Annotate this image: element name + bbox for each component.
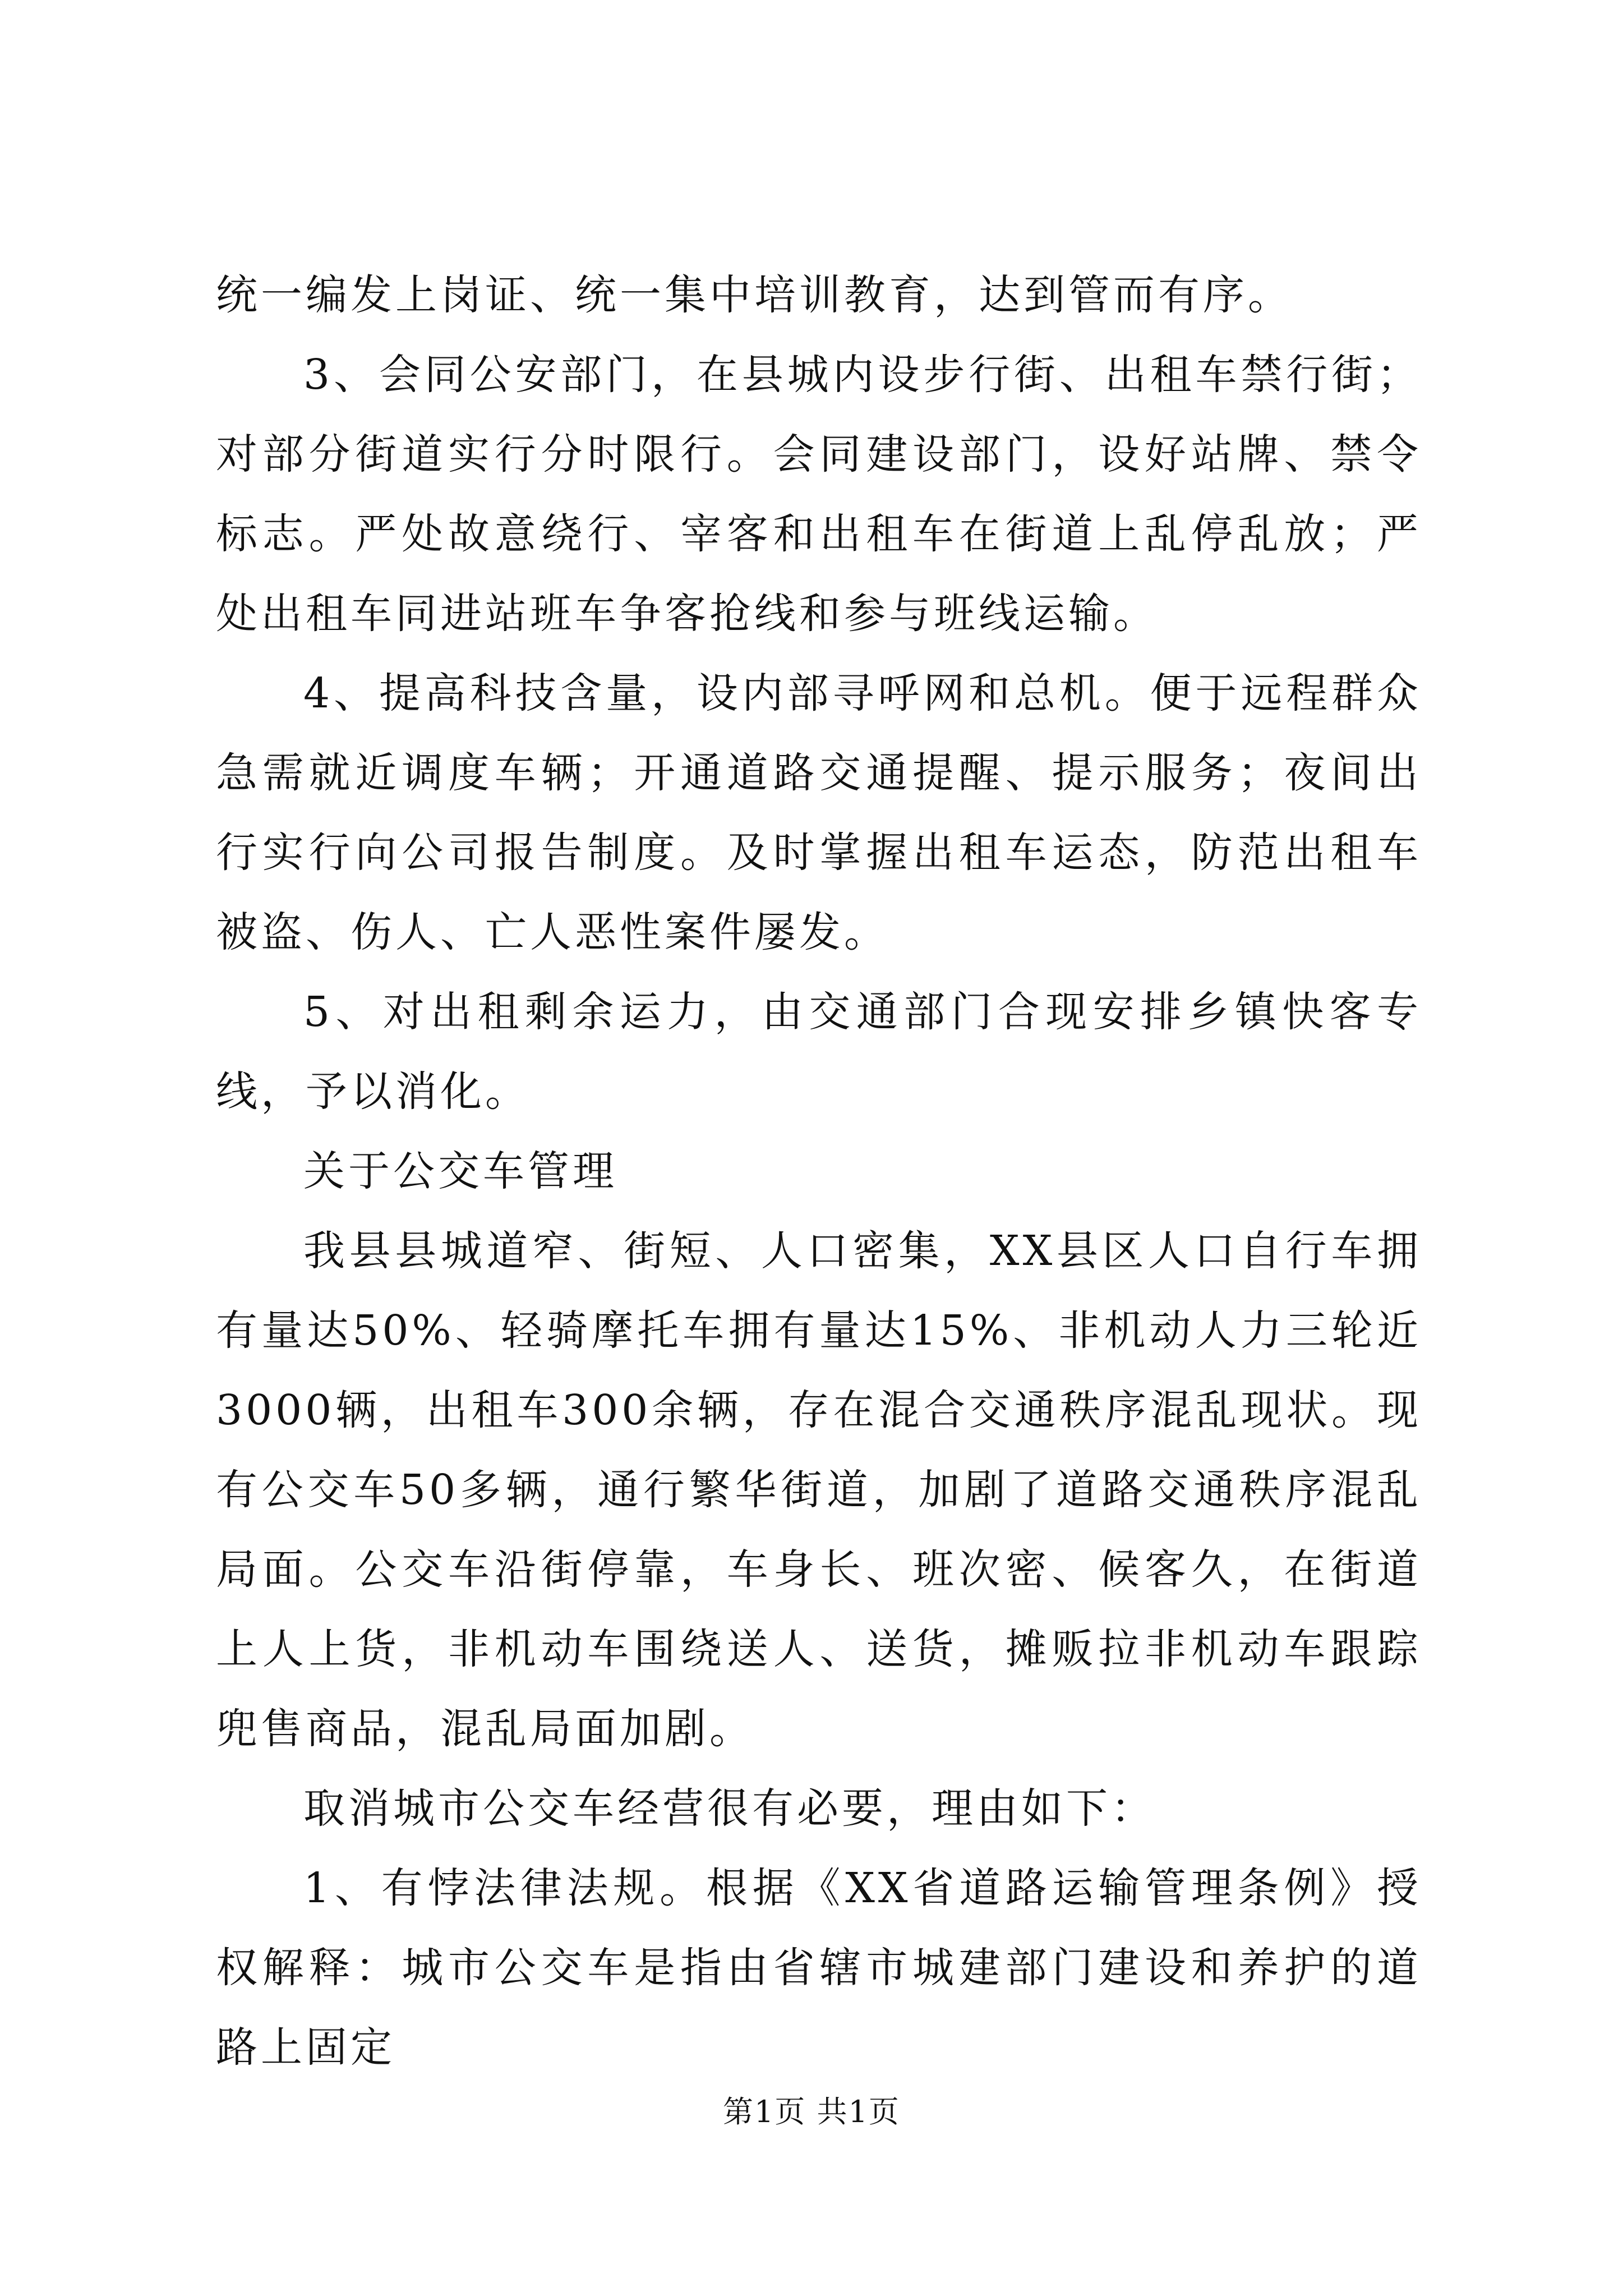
page-number-label: 第1页 共1页: [723, 2094, 900, 2129]
paragraph-bus-situation: 我县县城道窄、街短、人口密集，XX县区人口自行车拥有量达50%、轻骑摩托车拥有量达15%、非机动人力三轮近3000辆，出租车300余辆，存在混合交通秩序混乱现状。现有公交车50多辆，通行繁华街道，加剧了道路交通秩序混乱局面。公交车沿街停靠，车身长、班次密、候客久，在街道上人上货，非机动车围绕送人、送货，摊贩拉非机动车跟踪兜售商品，混乱局面加剧。: [216, 1227, 1422, 1753]
paragraph-reason-1: 1、有悖法律法规。根据《XX省道路运输管理条例》授权解释：城市公交车是指由省辖市城建部门建设和养护的道路上固定: [216, 1864, 1422, 2072]
paragraph-reasons-intro: 取消城市公交车经营很有必要，理由如下：: [303, 1784, 1156, 1833]
page-footer: [0, 2092, 1623, 2132]
paragraph-item-5: 5、对出租剩余运力，由交通部门合现安排乡镇快客专线，予以消化。: [216, 988, 1422, 1116]
section-heading: 关于公交车管理: [303, 1147, 617, 1195]
paragraph-item-3: 3、会同公安部门，在县城内设步行街、出租车禁行街；对部分街道实行分时限行。会同建设部门，设好站牌、禁令标志。严处故意绕行、宰客和出租车在街道上乱停乱放；严处出租车同进站班车争客抢线和参与班线运输。: [216, 351, 1422, 638]
document-body: [216, 255, 1422, 2087]
paragraph-continuation: 统一编发上岗证、统一集中培训教育，达到管而有序。: [216, 271, 1293, 319]
paragraph-item-4: 4、提高科技含量，设内部寻呼网和总机。便于远程群众急需就近调度车辆；开通道路交通提醒、提示服务；夜间出行实行向公司报告制度。及时掌握出租车运态，防范出租车被盗、伤人、亡人恶性案件屡发。: [216, 669, 1422, 956]
